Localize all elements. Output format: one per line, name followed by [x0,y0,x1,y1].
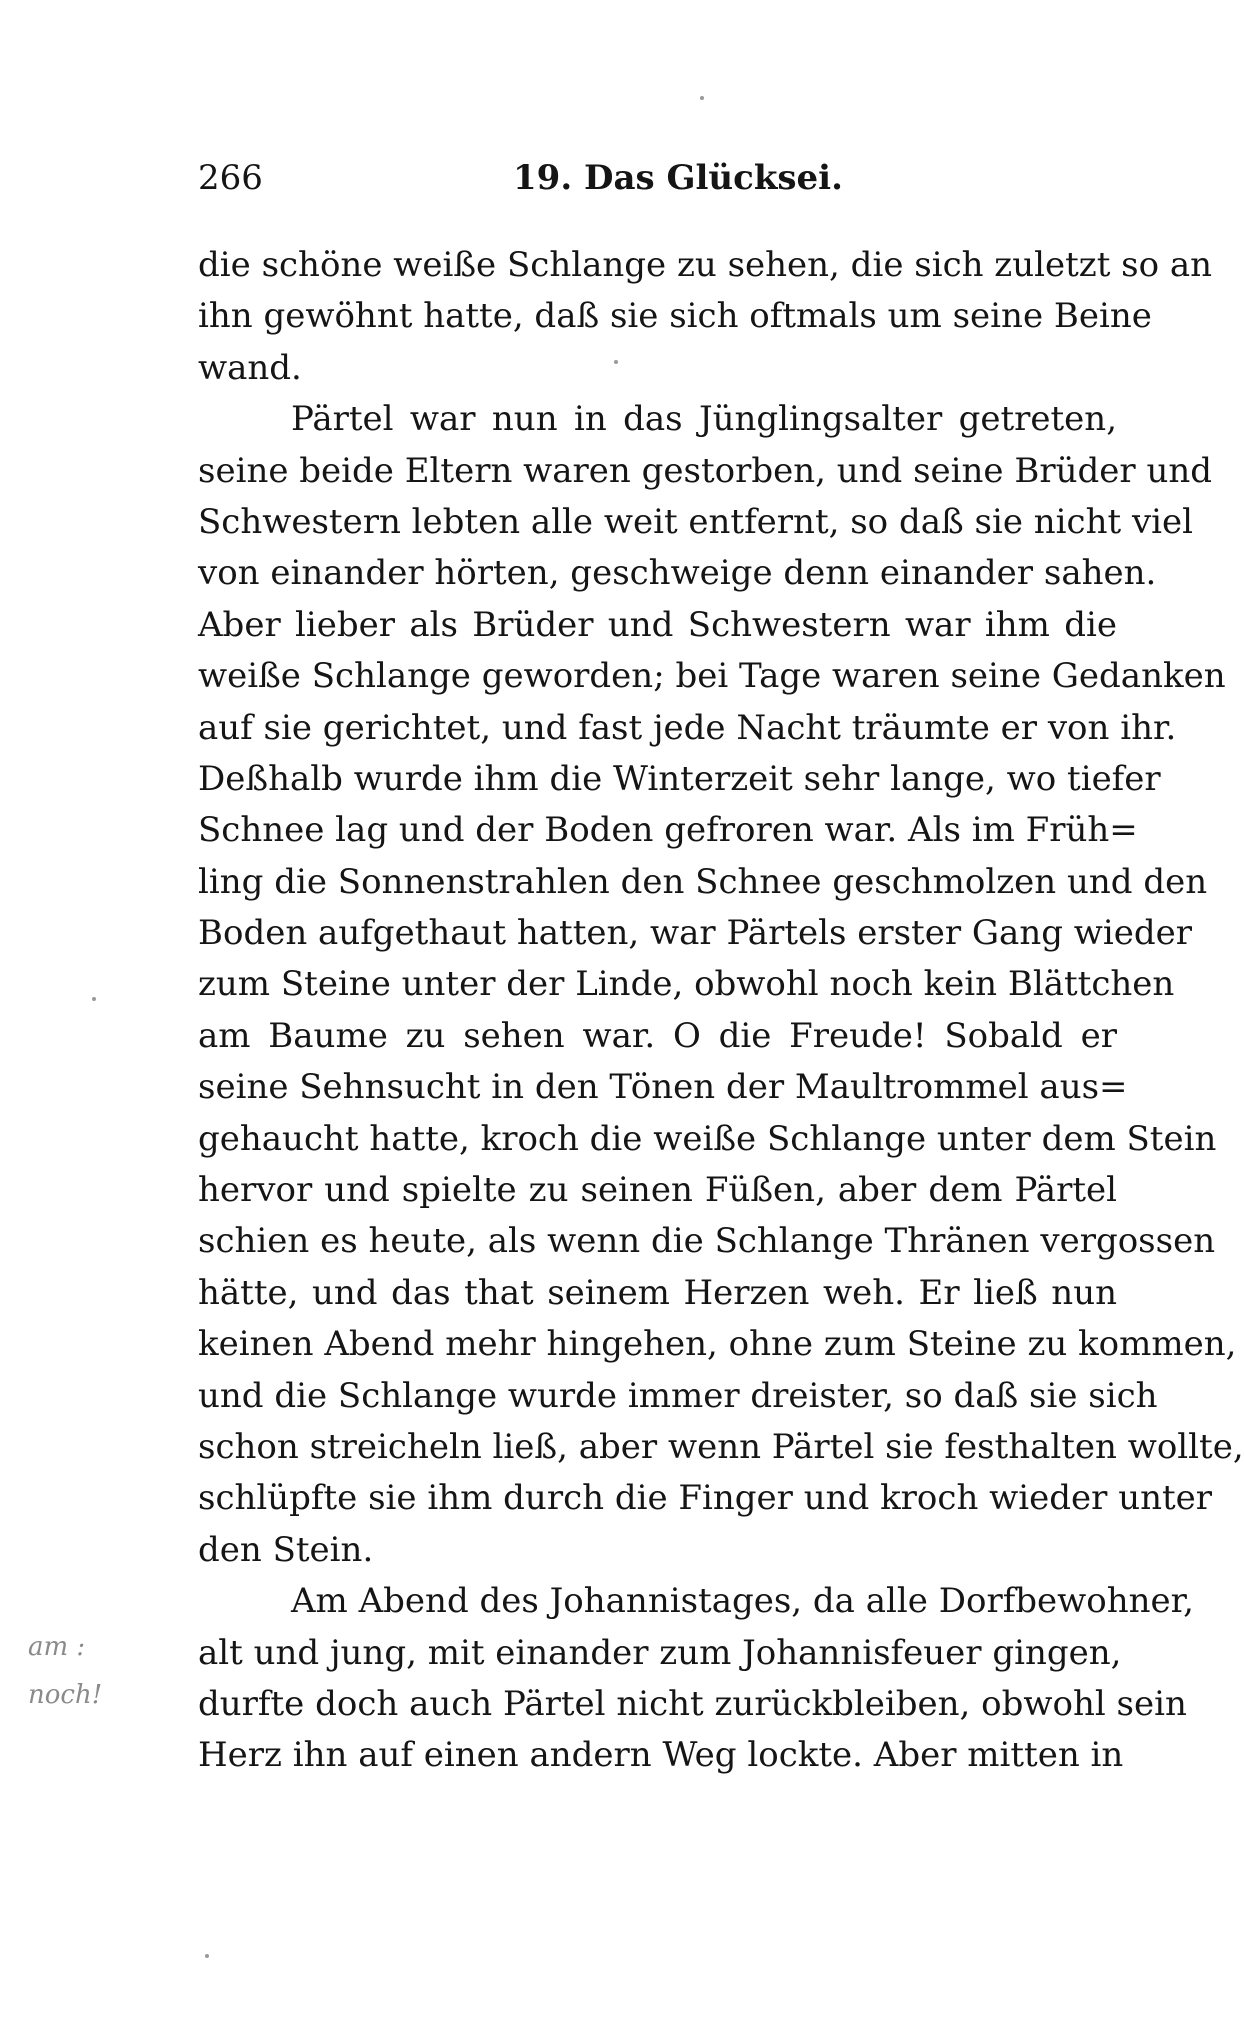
text-line: Schnee lag und der Boden gefroren war. Als im Früh= [198,810,1138,851]
page-header [198,152,1117,204]
text-line: Aber lieber als Brüder und Schwestern war ihm die [198,604,1117,645]
text-line: keinen Abend mehr hingehen, ohne zum Steine zu kommen, [198,1324,1237,1365]
text-line: am Baume zu sehen war. O die Freude! Sobald er [198,1015,1117,1056]
text-line: auf sie gerichtet, und fast jede Nacht träumte er von ihr. [198,707,1177,748]
text-line: Boden aufgethaut hatten, war Pärtels erster Gang wieder [198,913,1193,954]
text-line: Deßhalb wurde ihm die Winterzeit sehr lange, wo tiefer [198,758,1161,799]
text-line: gehaucht hatte, kroch die weiße Schlange unter dem Stein [198,1118,1217,1159]
text-line: und die Schlange wurde immer dreister, so daß sie sich [198,1375,1158,1416]
paper-speck [614,360,618,364]
paper-speck [205,1954,209,1958]
margin-note: am : [28,1632,86,1662]
text-line: durfte doch auch Pärtel nicht zurückbleiben, obwohl sein [198,1683,1187,1724]
running-head: 19. Das Glücksei. [513,158,843,198]
text-line: seine Sehnsucht in den Tönen der Maultrommel aus= [198,1067,1128,1108]
text-line: hervor und spielte zu seinen Füßen, aber dem Pärtel [198,1170,1117,1211]
text-line: seine beide Eltern waren gestorben, und seine Brüder und [198,450,1213,491]
text-line: den Stein. [198,1529,374,1570]
paper-speck [700,96,704,100]
paragraph-start-line: Pärtel war nun in das Jünglingsalter getreten, [291,399,1117,440]
text-line: von einander hörten, geschweige denn einander sahen. [198,553,1157,594]
margin-note: noch! [28,1680,103,1710]
text-line: schien es heute, als wenn die Schlange Thränen vergossen [198,1221,1216,1262]
text-line: ihn gewöhnt hatte, daß sie sich oftmals um seine Beine [198,296,1152,337]
text-line: Herz ihn auf einen andern Weg lockte. Aber mitten in [198,1735,1124,1776]
text-line: schlüpfte sie ihm durch die Finger und kroch wieder unter [198,1478,1213,1519]
text-line: schon streicheln ließ, aber wenn Pärtel sie festhalten wollte, [198,1426,1244,1467]
text-line: Schwestern lebten alle weit entfernt, so daß sie nicht viel [198,501,1194,542]
paper-speck [92,997,96,1001]
page-number: 266 [198,158,263,198]
text-line: wand. [198,347,302,388]
text-line: die schöne weiße Schlange zu sehen, die sich zuletzt so an [198,245,1213,285]
text-line: weiße Schlange geworden; bei Tage waren seine Gedanken [198,656,1226,697]
text-line: hätte, und das that seinem Herzen weh. Er ließ nun [198,1272,1117,1313]
text-line: alt und jung, mit einander zum Johannisfeuer gingen, [198,1632,1122,1673]
text-line: ling die Sonnenstrahlen den Schnee geschmolzen und den [198,861,1208,902]
body-text [198,240,1244,1782]
paragraph-start-line: Am Abend des Johannistages, da alle Dorfbewohner, [291,1581,1194,1622]
text-line: zum Steine unter der Linde, obwohl noch kein Blättchen [198,964,1175,1005]
